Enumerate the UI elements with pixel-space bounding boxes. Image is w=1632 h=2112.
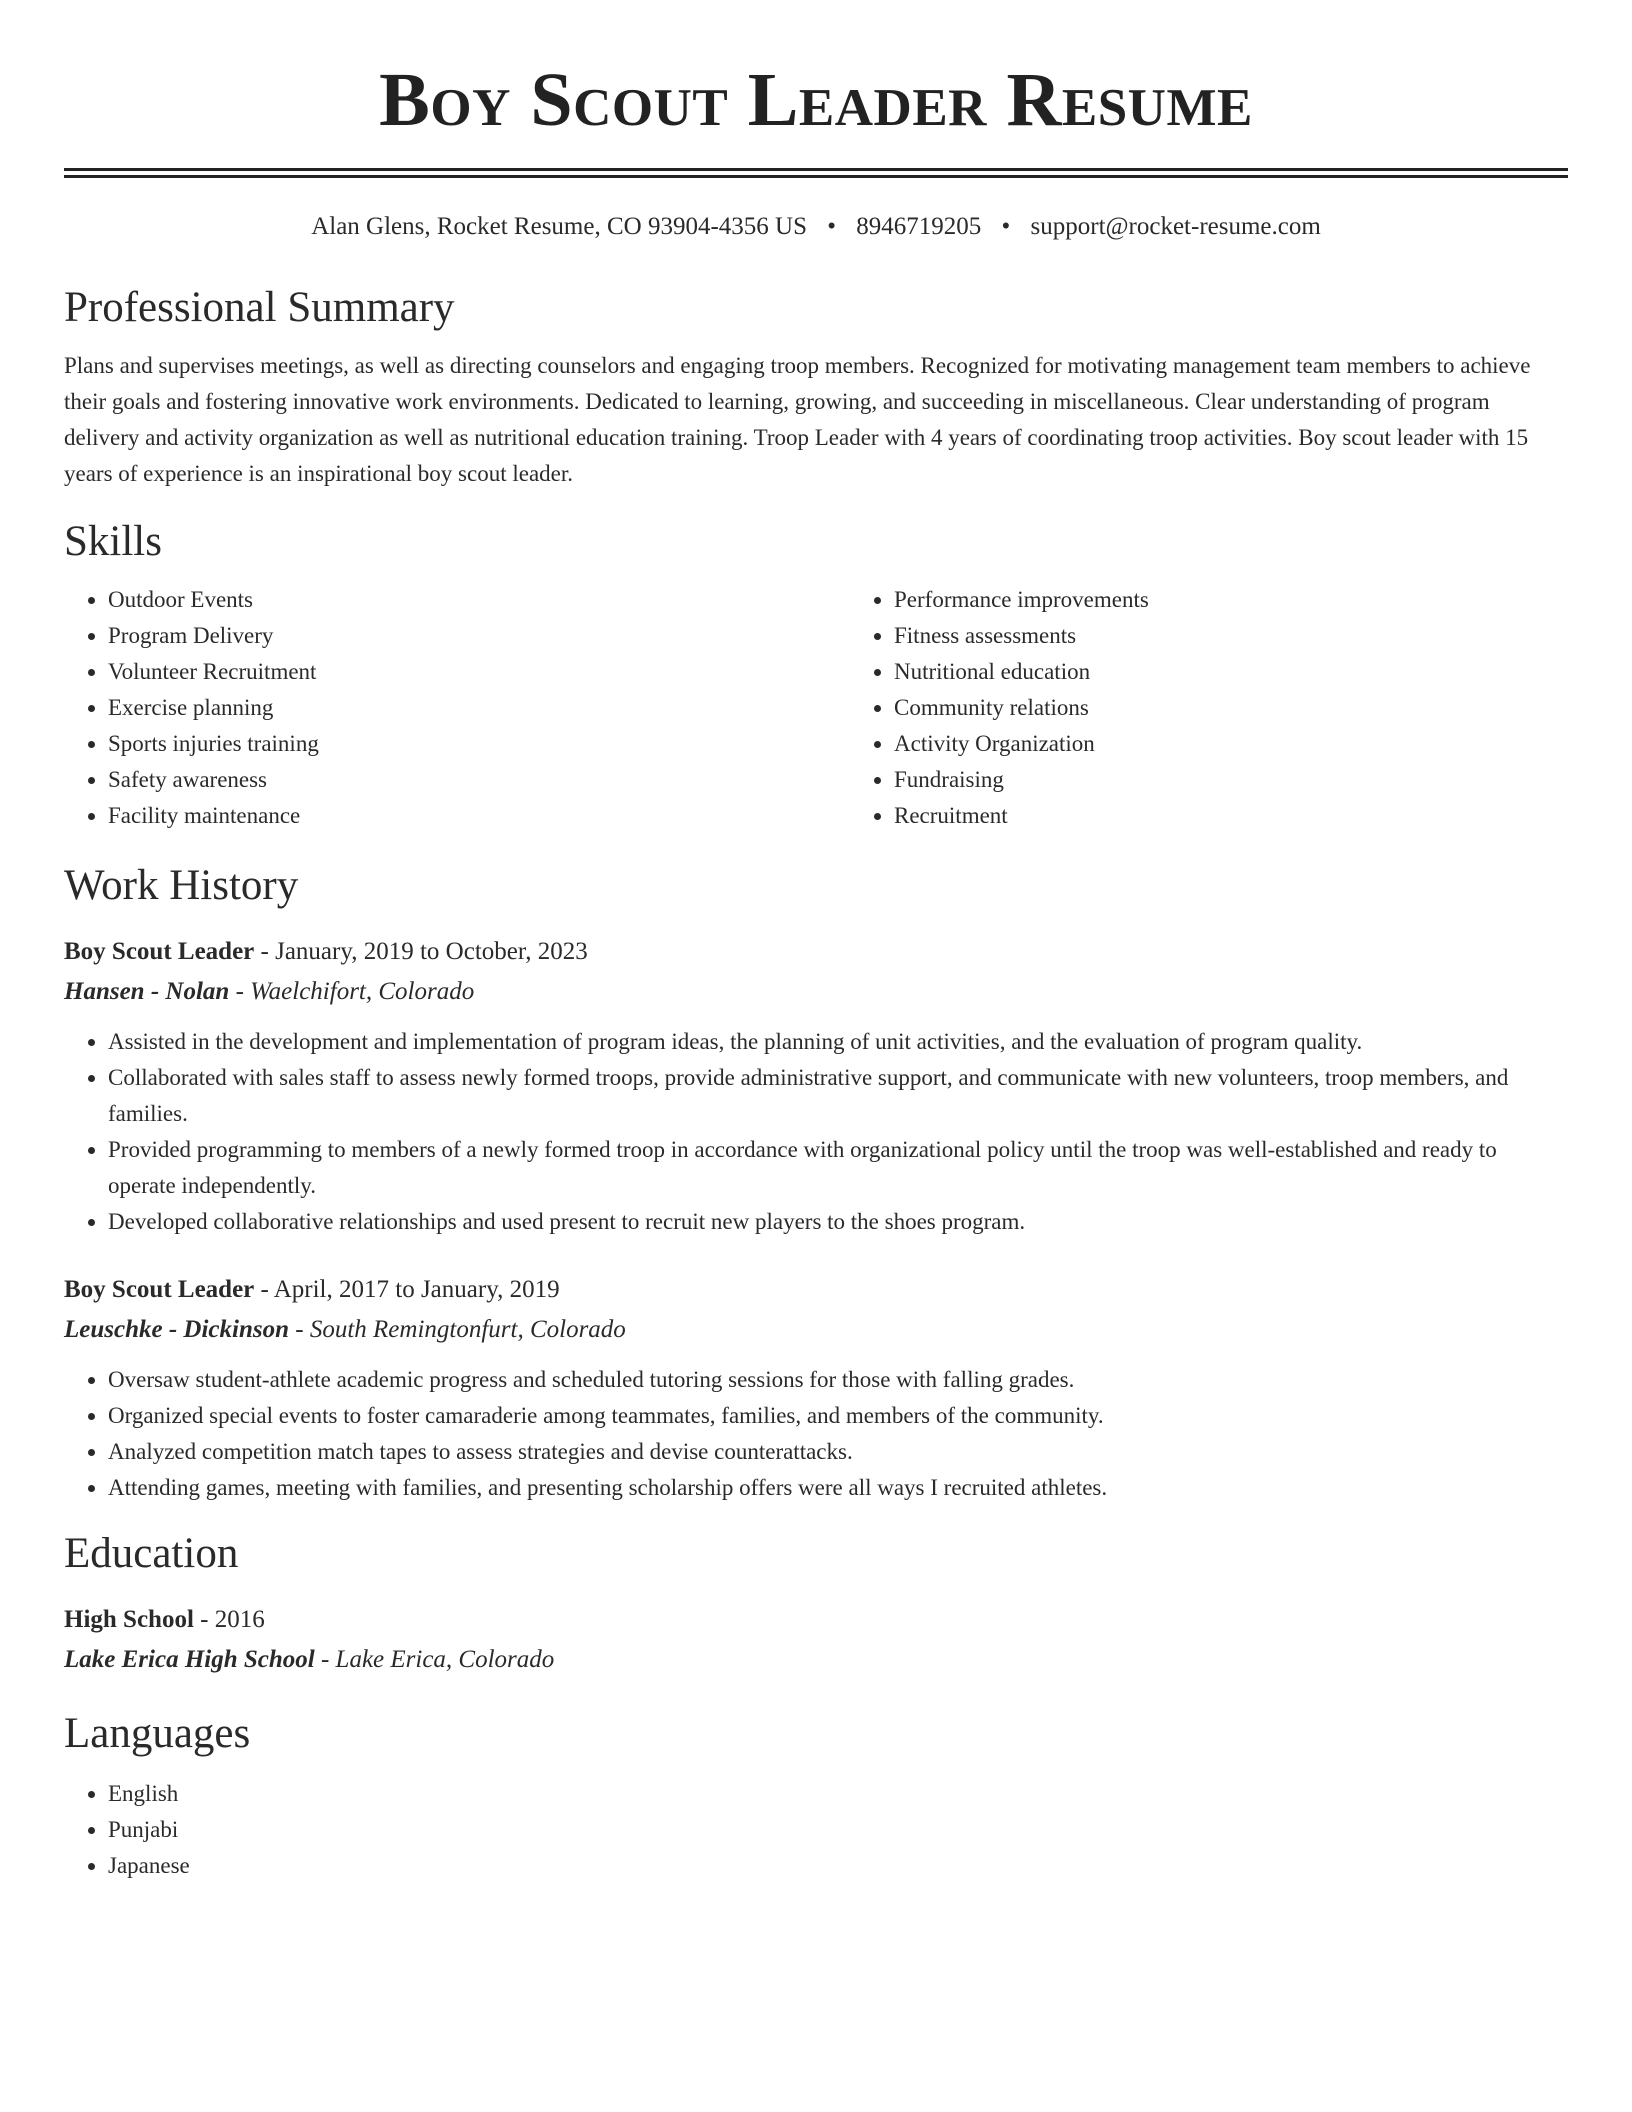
job-role: Boy Scout Leader [64, 938, 255, 965]
job-dates: - January, 2019 to October, 2023 [254, 938, 588, 965]
skill-item: • Safety awareness [108, 762, 850, 798]
education-year: - 2016 [193, 1606, 265, 1633]
job-dates: - April, 2017 to January, 2019 [254, 1276, 560, 1303]
company-name: Hansen - Nolan [64, 978, 230, 1005]
skill-item: • Volunteer Recruitment [108, 654, 850, 690]
skill-item: • Recruitment [894, 798, 1568, 834]
company-location: - Waelchifort, Colorado [229, 978, 475, 1005]
work-history-heading: Work History [64, 862, 299, 909]
job-bullet: • Assisted in the development and implementation of program ideas, the planning of unit activities, and the evaluation of program quality. [108, 1024, 1568, 1060]
education-location: - Lake Erica, Colorado [314, 1646, 555, 1673]
education-school: Lake Erica High School [64, 1646, 315, 1673]
summary-text: Plans and supervises meetings, as well as directing counselors and engaging troop members. Recognized for motivating management team members to achieve their goals and fostering innovative work environments. Dedicated to learning, growing, and succeeding in miscellaneous. Clear understanding of program delivery and activity organization as well as nutritional education training. Troop Leader with 4 years of coordinating troop activities. Boy scout leader with 15 years of experience is an inspirational boy scout leader. [64, 353, 1531, 486]
contact-email: support@rocket-resume.com [1030, 213, 1321, 240]
contact-address: Alan Glens, Rocket Resume, CO 93904-4356 US [311, 213, 807, 240]
language-item: • Japanese [108, 1848, 1568, 1884]
job-bullet: • Provided programming to members of a newly formed troop in accordance with organizational policy until the troop was well-established and ready to operate independently. [108, 1132, 1568, 1204]
skill-item: • Nutritional education [894, 654, 1568, 690]
skills-list-left [64, 582, 850, 834]
languages-heading: Languages [64, 1710, 251, 1757]
skill-item: • Performance improvements [894, 582, 1568, 618]
languages-list [64, 1776, 1568, 1884]
job-bullet: • Oversaw student-athlete academic progress and scheduled tutoring sessions for those with falling grades. [108, 1362, 1568, 1398]
skill-item: • Facility maintenance [108, 798, 850, 834]
contact-separator: • [827, 213, 836, 240]
skill-item: • Exercise planning [108, 690, 850, 726]
company-line [64, 1310, 1568, 1350]
job-entry [64, 932, 1568, 1240]
skill-item: • Sports injuries training [108, 726, 850, 762]
language-item: • Punjabi [108, 1812, 1568, 1848]
skills-columns [64, 582, 1568, 834]
skills-list-right [850, 582, 1568, 834]
skills-heading: Skills [64, 518, 162, 565]
education-heading: Education [64, 1530, 239, 1577]
education-degree-line [64, 1600, 1568, 1640]
job-title-line [64, 932, 1568, 972]
resume-title: Boy Scout Leader Resume [379, 58, 1253, 142]
summary-heading: Professional Summary [64, 284, 455, 331]
education-school-line [64, 1640, 1568, 1680]
company-line [64, 972, 1568, 1012]
job-bullets [64, 1024, 1568, 1240]
job-bullet: • Developed collaborative relationships and used present to recruit new players to the shoes program. [108, 1204, 1568, 1240]
job-title-line [64, 1270, 1568, 1310]
skill-item: • Activity Organization [894, 726, 1568, 762]
skill-item: • Community relations [894, 690, 1568, 726]
job-bullets [64, 1362, 1568, 1506]
education-degree: High School [64, 1606, 194, 1633]
job-bullet: • Collaborated with sales staff to assess newly formed troops, provide administrative support, and communicate with new volunteers, troop members, and families. [108, 1060, 1568, 1132]
company-location: - South Remingtonfurt, Colorado [289, 1316, 626, 1343]
job-role: Boy Scout Leader [64, 1276, 255, 1303]
skill-item: • Program Delivery [108, 618, 850, 654]
contact-phone: 8946719205 [856, 213, 982, 240]
job-bullet: • Attending games, meeting with families, and presenting scholarship offers were all ways I recruited athletes. [108, 1470, 1568, 1506]
job-bullet: • Analyzed competition match tapes to assess strategies and devise counterattacks. [108, 1434, 1568, 1470]
skill-item: • Fitness assessments [894, 618, 1568, 654]
contact-line [64, 212, 1568, 242]
contact-separator: • [1001, 213, 1011, 240]
language-item: • English [108, 1776, 1568, 1812]
title-double-rule [64, 168, 1568, 178]
job-entry [64, 1270, 1568, 1506]
skill-item: • Fundraising [894, 762, 1568, 798]
skill-item: • Outdoor Events [108, 582, 850, 618]
company-name: Leuschke - Dickinson [64, 1316, 289, 1343]
job-bullet: • Organized special events to foster camaraderie among teammates, families, and members of the community. [108, 1398, 1568, 1434]
